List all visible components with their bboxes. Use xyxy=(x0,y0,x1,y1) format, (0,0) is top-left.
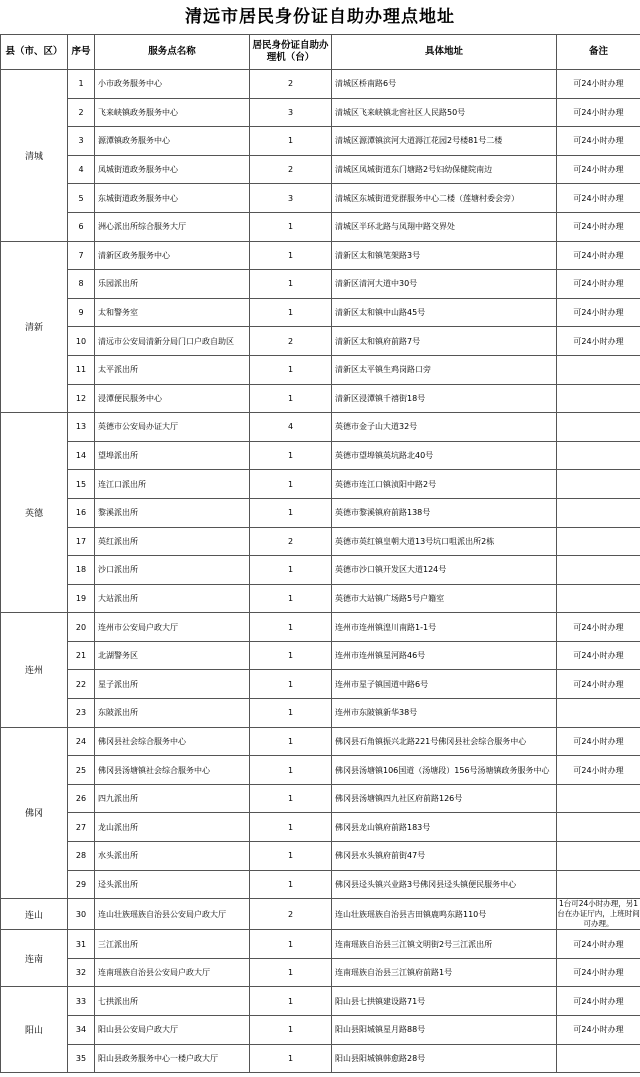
remark-cell: 可24小时办理 xyxy=(557,327,640,356)
remark-cell: 可24小时办理 xyxy=(557,155,640,184)
remark-cell xyxy=(557,870,640,899)
service-point-name: 凤城街道政务服务中心 xyxy=(95,155,250,184)
machine-count: 1 xyxy=(250,355,332,384)
service-point-name: 七拱派出所 xyxy=(95,987,250,1016)
remark-cell: 可24小时办理 xyxy=(557,958,640,987)
address-cell: 清新区浸潭镇千禧街18号 xyxy=(332,384,557,413)
row-number: 12 xyxy=(68,384,95,413)
remark-cell xyxy=(557,699,640,728)
remark-cell: 可24小时办理 xyxy=(557,756,640,785)
service-point-name: 东城街道政务服务中心 xyxy=(95,184,250,213)
remark-cell: 可24小时办理 xyxy=(557,641,640,670)
service-point-name: 连州市公安局户政大厅 xyxy=(95,613,250,642)
region-cell: 英德 xyxy=(1,413,68,613)
address-cell: 英德市英红镇皇朝大道13号坑口咀派出所2栋 xyxy=(332,527,557,556)
remark-cell: 可24小时办理 xyxy=(557,70,640,99)
service-point-name: 龙山派出所 xyxy=(95,813,250,842)
remark-cell: 可24小时办理 xyxy=(557,1016,640,1045)
table-row xyxy=(1,327,640,356)
service-point-name: 乐园派出所 xyxy=(95,270,250,299)
row-number: 25 xyxy=(68,756,95,785)
address-cell: 连南瑶族自治县三江镇文明街2号三江派出所 xyxy=(332,930,557,959)
service-point-name: 佛冈县汤塘镇社会综合服务中心 xyxy=(95,756,250,785)
machine-count: 1 xyxy=(250,813,332,842)
row-number: 34 xyxy=(68,1016,95,1045)
table-row xyxy=(1,756,640,785)
table-row xyxy=(1,155,640,184)
service-point-name: 连山壮族瑶族自治县公安局户政大厅 xyxy=(95,899,250,930)
address-cell: 阳山县阳城镇韩愈路28号 xyxy=(332,1044,557,1073)
service-point-name: 连南瑶族自治县公安局户政大厅 xyxy=(95,958,250,987)
table-row xyxy=(1,670,640,699)
remark-cell: 可24小时办理 xyxy=(557,127,640,156)
address-cell: 清城区半环北路与凤翔中路交界处 xyxy=(332,212,557,241)
service-point-name: 望埠派出所 xyxy=(95,441,250,470)
row-number: 5 xyxy=(68,184,95,213)
service-point-name: 阳山县政务服务中心一楼户政大厅 xyxy=(95,1044,250,1073)
address-cell: 英德市连江口镇浈阳中路2号 xyxy=(332,470,557,499)
machine-count: 1 xyxy=(250,1044,332,1073)
row-number: 7 xyxy=(68,241,95,270)
machine-count: 1 xyxy=(250,870,332,899)
service-point-name: 星子派出所 xyxy=(95,670,250,699)
row-number: 26 xyxy=(68,784,95,813)
machine-count: 1 xyxy=(250,241,332,270)
machine-count: 1 xyxy=(250,842,332,871)
machine-count: 1 xyxy=(250,127,332,156)
machine-count: 2 xyxy=(250,899,332,930)
machine-count: 1 xyxy=(250,727,332,756)
machine-count: 1 xyxy=(250,784,332,813)
row-number: 4 xyxy=(68,155,95,184)
row-number: 8 xyxy=(68,270,95,299)
address-cell: 清城区飞来峡镇北窖社区人民路50号 xyxy=(332,98,557,127)
table-row xyxy=(1,584,640,613)
service-point-name: 浸潭便民服务中心 xyxy=(95,384,250,413)
row-number: 19 xyxy=(68,584,95,613)
machine-count: 1 xyxy=(250,613,332,642)
service-point-name: 英红派出所 xyxy=(95,527,250,556)
table-row xyxy=(1,241,640,270)
table-body xyxy=(1,70,640,1073)
row-number: 23 xyxy=(68,699,95,728)
region-cell: 连州 xyxy=(1,613,68,727)
table-row xyxy=(1,1044,640,1073)
address-cell: 清新区清河大道中30号 xyxy=(332,270,557,299)
service-point-name: 源潭镇政务服务中心 xyxy=(95,127,250,156)
remark-cell: 可24小时办理 xyxy=(557,212,640,241)
machine-count: 3 xyxy=(250,98,332,127)
header-county: 县（市、区） xyxy=(1,35,68,70)
region-cell: 清新 xyxy=(1,241,68,413)
remark-cell: 可24小时办理 xyxy=(557,930,640,959)
remark-cell: 可24小时办理 xyxy=(557,298,640,327)
service-point-name: 清远市公安局清新分局门口户政自助区 xyxy=(95,327,250,356)
row-number: 33 xyxy=(68,987,95,1016)
header-machines: 居民身份证自助办理机（台） xyxy=(250,35,332,70)
remark-cell xyxy=(557,556,640,585)
service-point-name: 洲心派出所综合服务大厅 xyxy=(95,212,250,241)
remark-cell: 可24小时办理 xyxy=(557,613,640,642)
table-row xyxy=(1,470,640,499)
remark-cell xyxy=(557,842,640,871)
row-number: 35 xyxy=(68,1044,95,1073)
table-header-row xyxy=(1,35,640,70)
table-row xyxy=(1,384,640,413)
row-number: 30 xyxy=(68,899,95,930)
table-row xyxy=(1,184,640,213)
service-point-name: 四九派出所 xyxy=(95,784,250,813)
table-row xyxy=(1,298,640,327)
address-cell: 连州市连州镇湟川南路1-1号 xyxy=(332,613,557,642)
row-number: 31 xyxy=(68,930,95,959)
table-row xyxy=(1,727,640,756)
machine-count: 1 xyxy=(250,987,332,1016)
machine-count: 2 xyxy=(250,327,332,356)
table-row xyxy=(1,641,640,670)
service-point-name: 飞来峡镇政务服务中心 xyxy=(95,98,250,127)
machine-count: 1 xyxy=(250,930,332,959)
address-cell: 清城区东城街道党群服务中心二楼（莲塘村委会旁） xyxy=(332,184,557,213)
address-cell: 英德市大站镇广场路5号户籍室 xyxy=(332,584,557,613)
remark-cell: 1台可24小时办理，另1台在办证厅内，上班时间可办理。 xyxy=(557,899,640,929)
service-point-name: 东陂派出所 xyxy=(95,699,250,728)
machine-count: 1 xyxy=(250,699,332,728)
service-point-name: 太平派出所 xyxy=(95,355,250,384)
service-point-name: 北湖警务区 xyxy=(95,641,250,670)
header-address: 具体地址 xyxy=(332,35,557,70)
row-number: 3 xyxy=(68,127,95,156)
row-number: 14 xyxy=(68,441,95,470)
machine-count: 1 xyxy=(250,384,332,413)
row-number: 2 xyxy=(68,98,95,127)
address-cell: 英德市金子山大道32号 xyxy=(332,413,557,442)
machine-count: 2 xyxy=(250,70,332,99)
row-number: 18 xyxy=(68,556,95,585)
remark-cell xyxy=(557,441,640,470)
row-number: 28 xyxy=(68,842,95,871)
table-row xyxy=(1,98,640,127)
machine-count: 1 xyxy=(250,958,332,987)
address-cell: 连南瑶族自治县三江镇府前路1号 xyxy=(332,958,557,987)
row-number: 6 xyxy=(68,212,95,241)
header-remark: 备注 xyxy=(557,35,640,70)
row-number: 29 xyxy=(68,870,95,899)
machine-count: 1 xyxy=(250,441,332,470)
machine-count: 4 xyxy=(250,413,332,442)
table-row xyxy=(1,70,640,99)
remark-cell: 可24小时办理 xyxy=(557,987,640,1016)
remark-cell: 可24小时办理 xyxy=(557,270,640,299)
remark-cell xyxy=(557,384,640,413)
service-point-name: 清新区政务服务中心 xyxy=(95,241,250,270)
table-row xyxy=(1,556,640,585)
remark-cell xyxy=(557,813,640,842)
remark-cell xyxy=(557,527,640,556)
address-cell: 英德市望埠镇英坑路北40号 xyxy=(332,441,557,470)
machine-count: 1 xyxy=(250,270,332,299)
table-row xyxy=(1,127,640,156)
address-cell: 清新区太和镇府前路7号 xyxy=(332,327,557,356)
service-point-name: 沙口派出所 xyxy=(95,556,250,585)
machine-count: 2 xyxy=(250,527,332,556)
remark-cell xyxy=(557,413,640,442)
header-name: 服务点名称 xyxy=(95,35,250,70)
address-cell: 清城区桥南路6号 xyxy=(332,70,557,99)
table-row xyxy=(1,613,640,642)
address-cell: 英德市黎溪镇府前路138号 xyxy=(332,498,557,527)
row-number: 16 xyxy=(68,498,95,527)
machine-count: 1 xyxy=(250,212,332,241)
service-point-name: 英德市公安局办证大厅 xyxy=(95,413,250,442)
machine-count: 1 xyxy=(250,584,332,613)
region-cell: 连山 xyxy=(1,899,68,930)
machine-count: 1 xyxy=(250,498,332,527)
service-point-name: 佛冈县社会综合服务中心 xyxy=(95,727,250,756)
service-point-name: 太和警务室 xyxy=(95,298,250,327)
table-row xyxy=(1,441,640,470)
row-number: 13 xyxy=(68,413,95,442)
address-cell: 连州市东陂镇新华38号 xyxy=(332,699,557,728)
address-cell: 阳山县阳城镇星月路88号 xyxy=(332,1016,557,1045)
remark-cell xyxy=(557,584,640,613)
remark-cell xyxy=(557,1044,640,1073)
service-point-name: 水头派出所 xyxy=(95,842,250,871)
service-point-name: 连江口派出所 xyxy=(95,470,250,499)
machine-count: 2 xyxy=(250,155,332,184)
address-cell: 佛冈县水头镇府前街47号 xyxy=(332,842,557,871)
address-cell: 佛冈县迳头镇兴业路3号佛冈县迳头镇便民服务中心 xyxy=(332,870,557,899)
row-number: 1 xyxy=(68,70,95,99)
address-cell: 清新区太和镇笔架路3号 xyxy=(332,241,557,270)
service-points-table xyxy=(0,34,640,1073)
address-cell: 清新区太和镇中山路45号 xyxy=(332,298,557,327)
row-number: 22 xyxy=(68,670,95,699)
table-row xyxy=(1,270,640,299)
address-cell: 清城区源潭镇滨河大道溽江花园2号楼81号二楼 xyxy=(332,127,557,156)
table-row xyxy=(1,899,640,930)
remark-cell xyxy=(557,784,640,813)
address-cell: 英德市沙口镇开发区大道124号 xyxy=(332,556,557,585)
table-row xyxy=(1,498,640,527)
row-number: 10 xyxy=(68,327,95,356)
region-cell: 佛冈 xyxy=(1,727,68,899)
service-point-name: 迳头派出所 xyxy=(95,870,250,899)
address-cell: 连山壮族瑶族自治县吉田镇鹿鸣东路110号 xyxy=(332,899,557,930)
address-cell: 连州市星子镇国道中路6号 xyxy=(332,670,557,699)
remark-cell: 可24小时办理 xyxy=(557,670,640,699)
machine-count: 1 xyxy=(250,556,332,585)
table-row xyxy=(1,930,640,959)
address-cell: 佛冈县石角镇振兴北路221号佛冈县社会综合服务中心 xyxy=(332,727,557,756)
region-cell: 清城 xyxy=(1,70,68,242)
address-cell: 佛冈县汤塘镇106国道（汤塘段）156号汤塘镇政务服务中心 xyxy=(332,756,557,785)
page-title: 清远市居民身份证自助办理点地址 xyxy=(185,7,455,27)
service-point-name: 小市政务服务中心 xyxy=(95,70,250,99)
service-point-name: 大站派出所 xyxy=(95,584,250,613)
table-row xyxy=(1,413,640,442)
address-cell: 佛冈县汤塘镇四九社区府前路126号 xyxy=(332,784,557,813)
table-row xyxy=(1,212,640,241)
table-row xyxy=(1,1016,640,1045)
machine-count: 1 xyxy=(250,756,332,785)
row-number: 9 xyxy=(68,298,95,327)
table-row xyxy=(1,870,640,899)
machine-count: 1 xyxy=(250,1016,332,1045)
service-point-name: 阳山县公安局户政大厅 xyxy=(95,1016,250,1045)
address-cell: 清城区凤城街道东门塘路2号妇幼保健院南边 xyxy=(332,155,557,184)
address-cell: 阳山县七拱镇建设路71号 xyxy=(332,987,557,1016)
remark-cell: 可24小时办理 xyxy=(557,184,640,213)
address-cell: 连州市连州镇星河路46号 xyxy=(332,641,557,670)
address-cell: 清新区太平镇生鸡岗路口旁 xyxy=(332,355,557,384)
row-number: 32 xyxy=(68,958,95,987)
table-row xyxy=(1,842,640,871)
row-number: 21 xyxy=(68,641,95,670)
address-cell: 佛冈县龙山镇府前路183号 xyxy=(332,813,557,842)
table-row xyxy=(1,699,640,728)
remark-cell xyxy=(557,498,640,527)
machine-count: 3 xyxy=(250,184,332,213)
remark-cell: 可24小时办理 xyxy=(557,727,640,756)
region-cell: 阳山 xyxy=(1,987,68,1073)
machine-count: 1 xyxy=(250,470,332,499)
row-number: 20 xyxy=(68,613,95,642)
header-no: 序号 xyxy=(68,35,95,70)
row-number: 24 xyxy=(68,727,95,756)
table-row xyxy=(1,527,640,556)
row-number: 27 xyxy=(68,813,95,842)
row-number: 15 xyxy=(68,470,95,499)
remark-cell xyxy=(557,470,640,499)
remark-cell: 可24小时办理 xyxy=(557,98,640,127)
machine-count: 1 xyxy=(250,670,332,699)
table-row xyxy=(1,987,640,1016)
remark-cell xyxy=(557,355,640,384)
service-point-name: 黎溪派出所 xyxy=(95,498,250,527)
machine-count: 1 xyxy=(250,641,332,670)
table-row xyxy=(1,355,640,384)
row-number: 11 xyxy=(68,355,95,384)
table-row xyxy=(1,813,640,842)
row-number: 17 xyxy=(68,527,95,556)
remark-cell: 可24小时办理 xyxy=(557,241,640,270)
machine-count: 1 xyxy=(250,298,332,327)
table-row xyxy=(1,784,640,813)
region-cell: 连南 xyxy=(1,930,68,987)
table-row xyxy=(1,958,640,987)
service-point-name: 三江派出所 xyxy=(95,930,250,959)
